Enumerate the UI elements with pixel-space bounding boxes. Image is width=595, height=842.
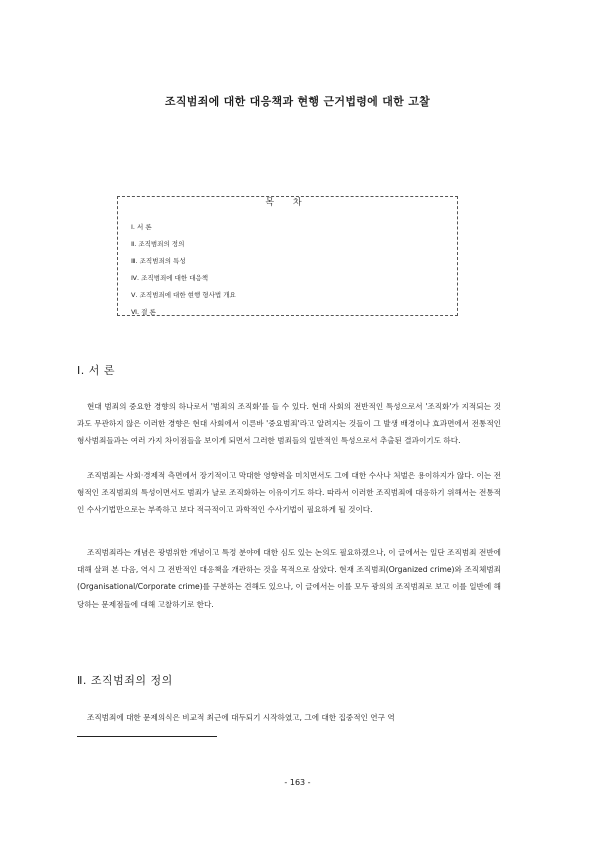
- toc-heading-wrap: [118, 190, 457, 209]
- section-heading-definition: Ⅱ. 조직범죄의 정의: [77, 674, 173, 687]
- section-heading-introduction: Ⅰ. 서 론: [77, 364, 115, 377]
- body-paragraph: 현대 범죄의 중요한 경향의 하나로서 '범죄의 조직화'를 들 수 있다. 현대 사회의 전반적인 특성으로서 '조직화'가 지적되는 것과도 무관하지 않은 이러한 경향은 현대 사회에서 이른바 '중요범죄'라고 알려지는 것들이 그 발생 배경이나 효과면에서 전통적인 형사범죄들과는 여러 가지 차이점들을 보이게 되면서 그러한 범죄들의 일반적인 특성으로서 추출된 결과이기도 하다.: [77, 402, 501, 446]
- toc-item: Ⅴ. 조직범죄에 대한 현행 형사법 개요: [131, 291, 236, 299]
- page-number: - 163 -: [284, 778, 311, 787]
- toc-item: Ⅲ. 조직범죄의 특성: [131, 257, 186, 265]
- toc-heading: 목 차: [251, 198, 323, 208]
- toc-item: Ⅳ. 조직범죄에 대한 대응책: [131, 274, 209, 282]
- body-paragraph: 조직범죄는 사회·경제적 측면에서 장기적이고 막대한 영향력을 미치면서도 그에 대한 수사나 처벌은 용이하지가 않다. 이는 전형적인 조직범죄의 특성이면서도 범죄가 날로 조직화하는 이유이기도 하다. 따라서 이러한 조직범죄에 대응하기 위해서는 전통적인 수사기법만으로는 부족하고 보다 적극적이고 과학적인 수사기법이 필요하게 될 것이다.: [77, 471, 501, 515]
- table-of-contents: [117, 196, 458, 316]
- toc-item: Ⅱ. 조직범죄의 정의: [131, 240, 185, 248]
- footnote-divider: [77, 736, 217, 737]
- body-paragraph: 조직범죄에 대한 문제의식은 비교적 최근에 대두되기 시작하였고, 그에 대한 집중적인 연구 역: [87, 713, 395, 722]
- body-paragraph: 조직범죄라는 개념은 광범위한 개념이고 특정 분야에 대한 심도 있는 논의도 필요하겠으나, 이 글에서는 일단 조직범죄 전반에 대해 살펴 본 다음, 역시 그 전반적인 대응책을 개관하는 것을 목적으로 삼았다. 현재 조직범죄(Organized crime)와 조직체범죄(Organisational/Corporate crime)를 구분하는 견해도 있으나, 이 글에서는 이를 모두 광의의 조직범죄로 보고 이를 일반에 해당하는 문제점들에 대해 고찰하기로 한다.: [77, 548, 501, 609]
- toc-list: [131, 219, 236, 321]
- toc-item: Ⅵ. 결 론: [131, 308, 156, 316]
- toc-item: Ⅰ. 서 론: [131, 223, 152, 231]
- document-title: 조직범죄에 대한 대응책과 현행 근거법령에 대한 고찰: [164, 95, 431, 108]
